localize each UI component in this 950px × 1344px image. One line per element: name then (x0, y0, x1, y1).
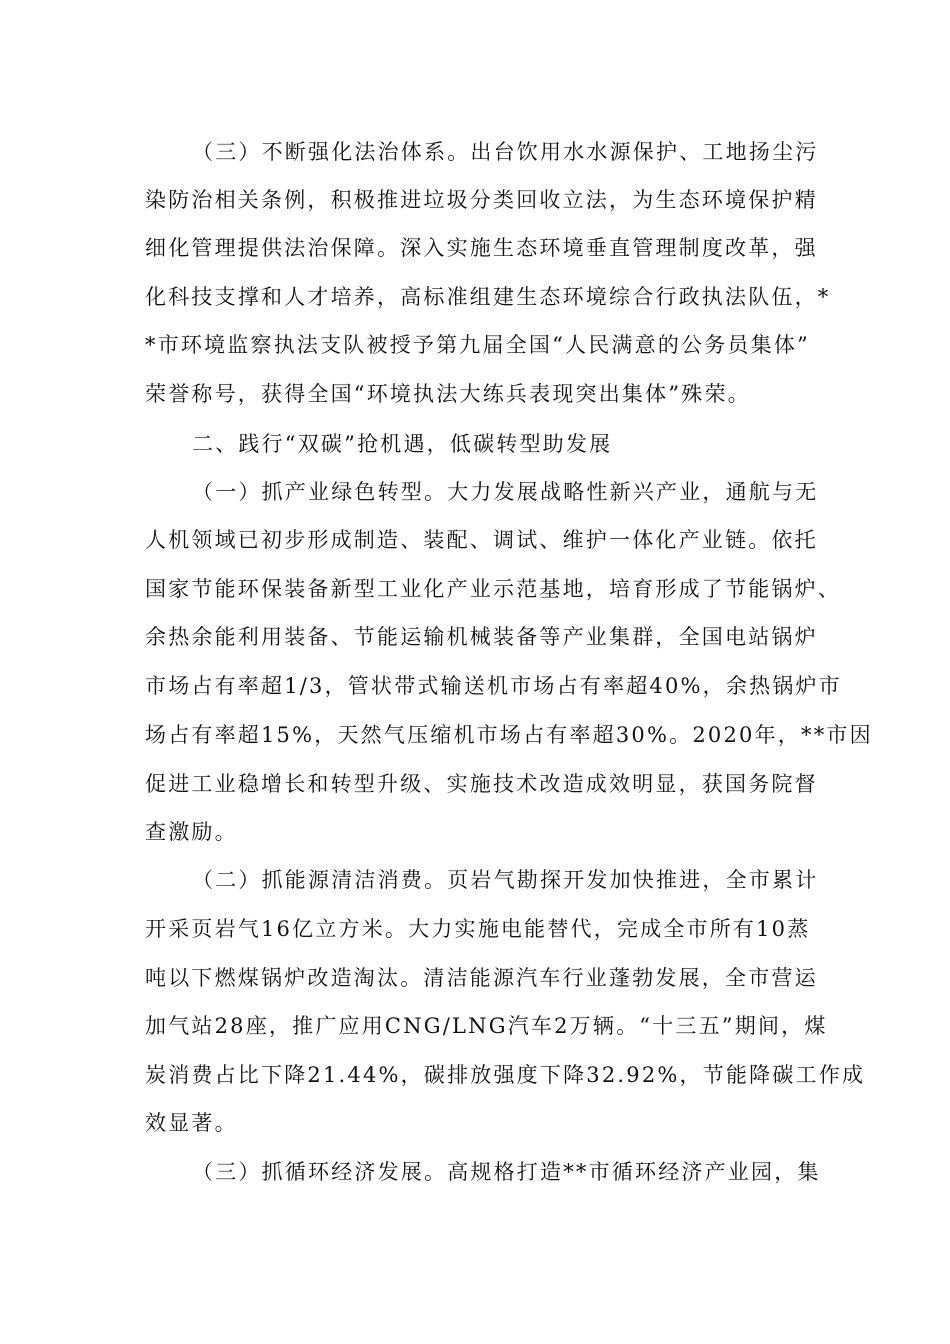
paragraph-line: （三）不断强化法治体系。出台饮用水水源保护、工地扬尘污 (192, 140, 819, 164)
paragraph-line: （二）抓能源清洁消费。页岩气勘探开发加快推进，全市累计 (192, 868, 819, 892)
paragraph-line: 荣誉称号，获得全国“环境执法大练兵表现突出集体”殊荣。 (145, 382, 751, 406)
paragraph-line: 人机领域已初步形成制造、装配、调试、维护一体化产业链。依托 (145, 528, 818, 552)
paragraph-line: 余热余能利用装备、节能运输机械装备等产业集群，全国电站锅炉 (145, 625, 818, 649)
paragraph-line: 细化管理提供法治保障。深入实施生态环境垂直管理制度改革，强 (145, 236, 818, 260)
paragraph-line: （一）抓产业绿色转型。大力发展战略性新兴产业，通航与无 (192, 480, 819, 504)
paragraph-line: 加气站28座，推广应用CNG/LNG汽车2万辆。“十三五”期间，煤 (145, 1014, 828, 1038)
paragraph-line: 场占有率超15%，天然气压缩机市场占有率超30%。2020年，**市因 (145, 723, 873, 747)
paragraph-line: 染防治相关条例，积极推进垃圾分类回收立法，为生态环境保护精 (145, 188, 818, 212)
paragraph-line: 化科技支撑和人才培养，高标准组建生态环境综合行政执法队伍，* (145, 285, 831, 309)
paragraph-line: 国家节能环保装备新型工业化产业示范基地，培育形成了节能锅炉、 (145, 577, 841, 601)
paragraph-line: 吨以下燃煤锅炉改造淘汰。清洁能源汽车行业蓬勃发展，全市营运 (145, 966, 818, 990)
paragraph-line: *市环境监察执法支队被授予第九届全国“人民满意的公务员集体” (145, 333, 810, 357)
paragraph-line: （三）抓循环经济发展。高规格打造**市循环经济产业园，集 (192, 1160, 821, 1184)
section-heading: 二、践行“双碳”抢机遇，低碳转型助发展 (192, 432, 613, 456)
paragraph-line: 查激励。 (145, 820, 238, 844)
paragraph-line: 炭消费占比下降21.44%，碳排放强度下降32.92%，节能降碳工作成 (145, 1063, 866, 1087)
paragraph-line: 效显著。 (145, 1111, 238, 1135)
paragraph-line: 市场占有率超1/3，管状带式输送机市场占有率超40%，余热锅炉市 (145, 674, 842, 698)
paragraph-line: 开采页岩气16亿立方米。大力实施电能替代，完成全市所有10蒸 (145, 917, 811, 941)
paragraph-line: 促进工业稳增长和转型升级、实施技术改造成效明显，获国务院督 (145, 772, 818, 796)
